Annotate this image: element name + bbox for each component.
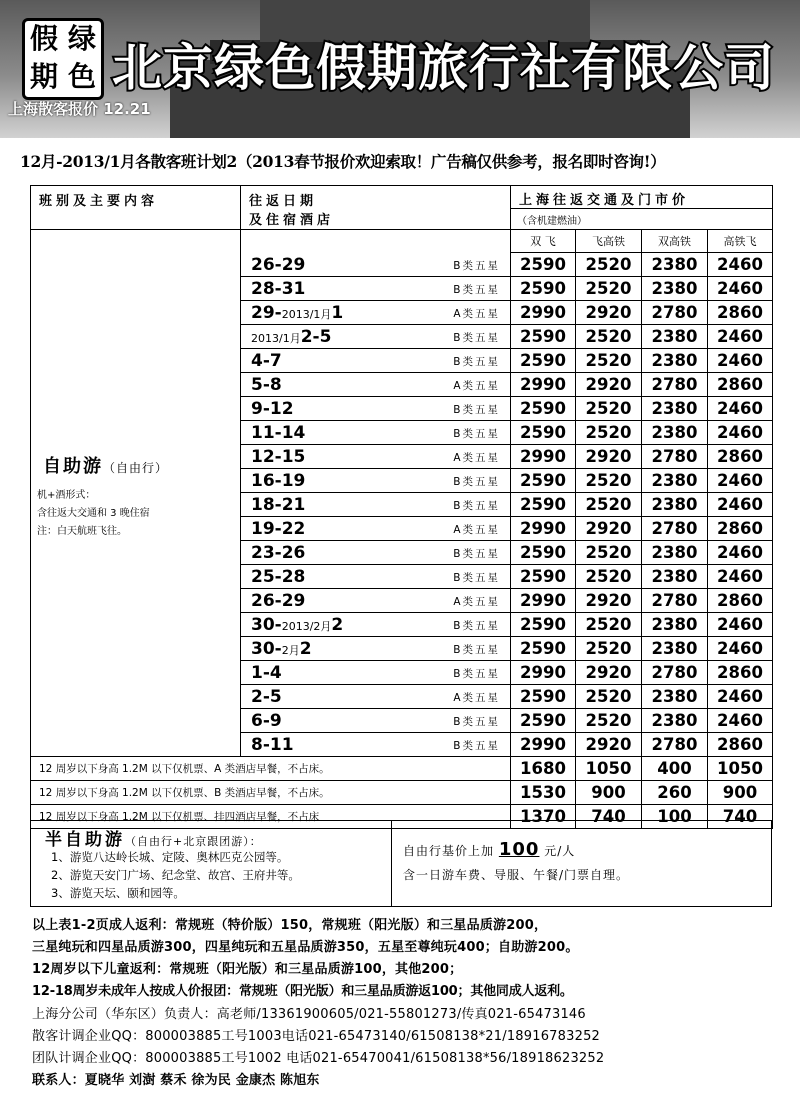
price-cell: 2460 — [708, 565, 773, 589]
departure-date-cell — [241, 661, 511, 685]
contact-line: 团队计调企业QQ：800003885工号1002 电话021-65470041/61508138*56/18918623252 — [32, 1051, 605, 1066]
price-cell: 1050 — [708, 757, 773, 781]
price-cell: 2920 — [576, 733, 642, 757]
date-range: 30-2013/2月2 — [251, 615, 344, 635]
price-cell: 2520 — [576, 253, 642, 277]
price-cell: 2860 — [708, 373, 773, 397]
rebate-line: 12-18周岁未成年人按成人价报团：常规班（阳光版）和三星品质游返100；其他同成人返利。 — [32, 984, 573, 999]
price-cell: 2590 — [511, 637, 576, 661]
price-cell: 2860 — [708, 589, 773, 613]
date-range: 23-26 — [251, 543, 306, 563]
contact-line: 散客计调企业QQ：800003885工号1003电话021-65473140/61508138*21/18916783252 — [32, 1029, 601, 1044]
price-cell: 2460 — [708, 493, 773, 517]
price-cell: 2990 — [511, 517, 576, 541]
price-cell: 740 — [576, 805, 642, 829]
price-cell: 2780 — [642, 373, 708, 397]
hotel-class: B类五星 — [453, 404, 500, 416]
price-cell: 2460 — [708, 325, 773, 349]
price-cell: 2380 — [642, 277, 708, 301]
price-cell: 2460 — [708, 421, 773, 445]
price-cell: 2460 — [708, 685, 773, 709]
date-range: 19-22 — [251, 519, 306, 539]
date-range: 26-29 — [251, 591, 306, 611]
price-cell: 740 — [708, 805, 773, 829]
price-cell: 2780 — [642, 733, 708, 757]
col-header-transport-note: （含机建燃油） — [511, 209, 773, 230]
price-cell: 2860 — [708, 517, 773, 541]
price-cell: 2990 — [511, 733, 576, 757]
price-cell: 2590 — [511, 277, 576, 301]
price-cell: 2860 — [708, 661, 773, 685]
price-cell: 2860 — [708, 733, 773, 757]
date-range: 8-11 — [251, 735, 294, 755]
hotel-class: B类五星 — [453, 572, 500, 584]
header-banner — [0, 0, 800, 138]
price-cell: 2860 — [708, 445, 773, 469]
price-subheader: 双高铁 — [642, 230, 708, 253]
date-range: 29-2013/1月1 — [251, 303, 344, 323]
price-cell: 2520 — [576, 541, 642, 565]
price-cell: 900 — [576, 781, 642, 805]
company-logo: 假 绿 期 色 — [22, 18, 104, 100]
price-cell: 2590 — [511, 565, 576, 589]
semi-guided-details — [31, 821, 392, 906]
price-cell: 2990 — [511, 373, 576, 397]
departure-date-cell — [241, 589, 511, 613]
semi-item: 1、游览八达岭长城、定陵、奥林匹克公园等。 — [51, 850, 289, 864]
hotel-class: A类五星 — [453, 524, 500, 536]
date-range: 18-21 — [251, 495, 306, 515]
price-cell: 1680 — [511, 757, 576, 781]
price-cell: 2380 — [642, 565, 708, 589]
price-cell: 900 — [708, 781, 773, 805]
price-cell: 2780 — [642, 661, 708, 685]
price-cell: 2380 — [642, 637, 708, 661]
hotel-class: B类五星 — [453, 284, 500, 296]
price-cell: 2520 — [576, 325, 642, 349]
rebate-line: 以上表1-2页成人返利：常规班（特价版）150，常规班（阳光版）和三星品质游200， — [32, 918, 548, 933]
child-price-row — [31, 781, 773, 805]
price-cell: 1370 — [511, 805, 576, 829]
price-cell: 2780 — [642, 517, 708, 541]
price-cell: 2590 — [511, 709, 576, 733]
self-guided-note: 机+酒形式： — [37, 490, 96, 501]
company-name: 北京绿色假期旅行社有限公司 — [112, 38, 775, 97]
price-cell: 2520 — [576, 397, 642, 421]
plan-title: 12月-2013/1月各散客班计划2（2013春节报价欢迎索取！广告稿仅供参考，报名即时咨询!） — [20, 152, 666, 171]
hotel-class: A类五星 — [453, 596, 500, 608]
price-cell: 2380 — [642, 493, 708, 517]
departure-date-cell — [241, 445, 511, 469]
price-cell: 2380 — [642, 685, 708, 709]
price-cell: 1050 — [576, 757, 642, 781]
self-guided-note: 含往返大交通和 3 晚住宿 — [37, 508, 150, 519]
child-price-note: 12 周岁以下身高 1.2M 以下仅机票、B 类酒店早餐，不占床。 — [31, 781, 511, 805]
child-price-note: 12 周岁以下身高 1.2M 以下仅机票、挂四酒店早餐，不占床 — [31, 805, 511, 829]
price-cell: 2780 — [642, 589, 708, 613]
self-guided-note: 注：白天航班飞往。 — [37, 526, 127, 537]
hotel-class: A类五星 — [453, 308, 500, 320]
col-header-transport: 上海往返交通及门市价 — [511, 186, 773, 209]
departure-date-cell — [241, 541, 511, 565]
departure-date-cell — [241, 565, 511, 589]
departure-date-cell — [241, 373, 511, 397]
hotel-class: B类五星 — [453, 332, 500, 344]
hotel-class: B类五星 — [453, 500, 500, 512]
price-cell: 2590 — [511, 685, 576, 709]
contact-line: 上海分公司（华东区）负责人：高老师/13361900605/021-55801273/传真021-65473146 — [32, 1007, 586, 1022]
price-cell: 2920 — [576, 301, 642, 325]
self-guided-title: 自助游（自由行） — [43, 456, 169, 477]
departure-date-cell — [241, 709, 511, 733]
tour-type-cell — [31, 230, 241, 757]
date-range: 28-31 — [251, 279, 306, 299]
semi-guided-section — [30, 820, 772, 907]
surcharge-amount: 100 — [498, 839, 540, 860]
price-subheader: 高铁飞 — [708, 230, 773, 253]
hotel-class: A类五星 — [453, 452, 500, 464]
price-cell: 260 — [642, 781, 708, 805]
hotel-class: B类五星 — [453, 740, 500, 752]
rebate-line: 三星纯玩和四星品质游300，四星纯玩和五星品质游350，五星至尊纯玩400；自助游200。 — [32, 940, 579, 955]
departure-date-cell — [241, 325, 511, 349]
departure-date-cell — [241, 469, 511, 493]
price-cell: 2520 — [576, 349, 642, 373]
price-cell: 2520 — [576, 685, 642, 709]
price-cell: 2920 — [576, 373, 642, 397]
hotel-class: B类五星 — [453, 668, 500, 680]
departure-date-cell — [241, 277, 511, 301]
departure-date-cell — [241, 349, 511, 373]
date-range: 30-2月2 — [251, 639, 312, 659]
hotel-class: B类五星 — [453, 476, 500, 488]
date-range: 4-7 — [251, 351, 282, 371]
date-range: 9-12 — [251, 399, 294, 419]
hotel-class: B类五星 — [453, 260, 500, 272]
price-cell: 2460 — [708, 469, 773, 493]
hotel-class: A类五星 — [453, 692, 500, 704]
price-cell: 2520 — [576, 421, 642, 445]
price-cell: 2380 — [642, 349, 708, 373]
date-range: 2-5 — [251, 687, 282, 707]
price-cell: 2590 — [511, 613, 576, 637]
price-cell: 2460 — [708, 637, 773, 661]
price-cell: 2460 — [708, 709, 773, 733]
date-range: 25-28 — [251, 567, 306, 587]
price-cell: 2380 — [642, 253, 708, 277]
price-cell: 2990 — [511, 301, 576, 325]
price-cell: 2990 — [511, 661, 576, 685]
departure-date-cell — [241, 637, 511, 661]
date-range: 26-29 — [251, 255, 306, 275]
price-cell: 2460 — [708, 397, 773, 421]
price-cell: 2590 — [511, 397, 576, 421]
date-range: 5-8 — [251, 375, 282, 395]
price-cell: 2590 — [511, 349, 576, 373]
date-range: 16-19 — [251, 471, 306, 491]
price-cell: 2920 — [576, 589, 642, 613]
departure-date-cell — [241, 493, 511, 517]
price-table — [30, 185, 773, 829]
price-cell: 2520 — [576, 469, 642, 493]
hotel-class: B类五星 — [453, 356, 500, 368]
price-cell: 2590 — [511, 253, 576, 277]
date-range: 12-15 — [251, 447, 306, 467]
hotel-class: A类五星 — [453, 380, 500, 392]
price-cell: 2380 — [642, 613, 708, 637]
price-cell: 100 — [642, 805, 708, 829]
departure-date-cell — [241, 230, 511, 277]
hotel-class: B类五星 — [453, 716, 500, 728]
departure-date-cell — [241, 613, 511, 637]
date-range: 2013/1月2-5 — [251, 327, 332, 347]
price-cell: 2380 — [642, 541, 708, 565]
price-cell: 2520 — [576, 277, 642, 301]
price-subheader: 飞高铁 — [576, 230, 642, 253]
price-cell: 2460 — [708, 349, 773, 373]
price-cell: 2590 — [511, 541, 576, 565]
price-cell: 2520 — [576, 493, 642, 517]
price-cell: 2780 — [642, 301, 708, 325]
price-cell: 2460 — [708, 613, 773, 637]
price-cell: 2460 — [708, 277, 773, 301]
col-header-dates: 往返日期 及住宿酒店 — [241, 186, 511, 230]
price-cell: 2380 — [642, 709, 708, 733]
rebate-line: 12周岁以下儿童返利：常规班（阳光版）和三星品质游100，其他200； — [32, 962, 463, 977]
price-cell: 2380 — [642, 397, 708, 421]
price-cell: 2520 — [576, 637, 642, 661]
price-cell: 2460 — [708, 541, 773, 565]
departure-date-cell — [241, 733, 511, 757]
child-price-row — [31, 757, 773, 781]
hotel-class: B类五星 — [453, 548, 500, 560]
date-range: 1-4 — [251, 663, 282, 683]
price-cell: 2590 — [511, 469, 576, 493]
semi-item: 3、游览天坛、颐和园等。 — [51, 886, 185, 900]
price-cell: 2590 — [511, 421, 576, 445]
date-range: 6-9 — [251, 711, 282, 731]
departure-date-cell — [241, 517, 511, 541]
departure-date-cell — [241, 685, 511, 709]
departure-date-cell — [241, 397, 511, 421]
price-cell: 2380 — [642, 421, 708, 445]
hotel-class: B类五星 — [453, 620, 500, 632]
col-header-tour: 班别及主要内容 — [31, 186, 241, 230]
price-cell: 2920 — [576, 661, 642, 685]
price-cell: 2380 — [642, 325, 708, 349]
price-cell: 2990 — [511, 589, 576, 613]
price-cell: 400 — [642, 757, 708, 781]
price-cell: 1530 — [511, 781, 576, 805]
contact-line: 联系人：夏晓华 刘澍 蔡禾 徐为民 金康杰 陈旭东 — [32, 1073, 320, 1088]
price-cell: 2460 — [708, 253, 773, 277]
price-cell: 2520 — [576, 613, 642, 637]
quote-subtitle: 上海散客报价 12.21 — [8, 100, 151, 118]
price-subheader: 双 飞 — [511, 230, 576, 253]
price-cell: 2920 — [576, 445, 642, 469]
departure-date-cell — [241, 421, 511, 445]
semi-item: 2、游览天安门广场、纪念堂、故宫、王府井等。 — [51, 868, 300, 882]
price-cell: 2590 — [511, 493, 576, 517]
price-cell: 2990 — [511, 445, 576, 469]
price-cell: 2590 — [511, 325, 576, 349]
date-range: 11-14 — [251, 423, 306, 443]
price-cell: 2920 — [576, 517, 642, 541]
price-cell: 2520 — [576, 709, 642, 733]
semi-guided-price-note: 自由行基价上加 100 元/人 含一日游车费、导服、午餐/门票自理。 — [403, 839, 630, 882]
price-cell: 2520 — [576, 565, 642, 589]
semi-guided-title: 半自助游（自由行+北京跟团游）： — [45, 830, 262, 850]
hotel-class: B类五星 — [453, 644, 500, 656]
departure-date-cell — [241, 301, 511, 325]
price-cell: 2780 — [642, 445, 708, 469]
hotel-class: B类五星 — [453, 428, 500, 440]
price-cell: 2860 — [708, 301, 773, 325]
price-cell: 2380 — [642, 469, 708, 493]
child-price-note: 12 周岁以下身高 1.2M 以下仅机票、A 类酒店早餐，不占床。 — [31, 757, 511, 781]
